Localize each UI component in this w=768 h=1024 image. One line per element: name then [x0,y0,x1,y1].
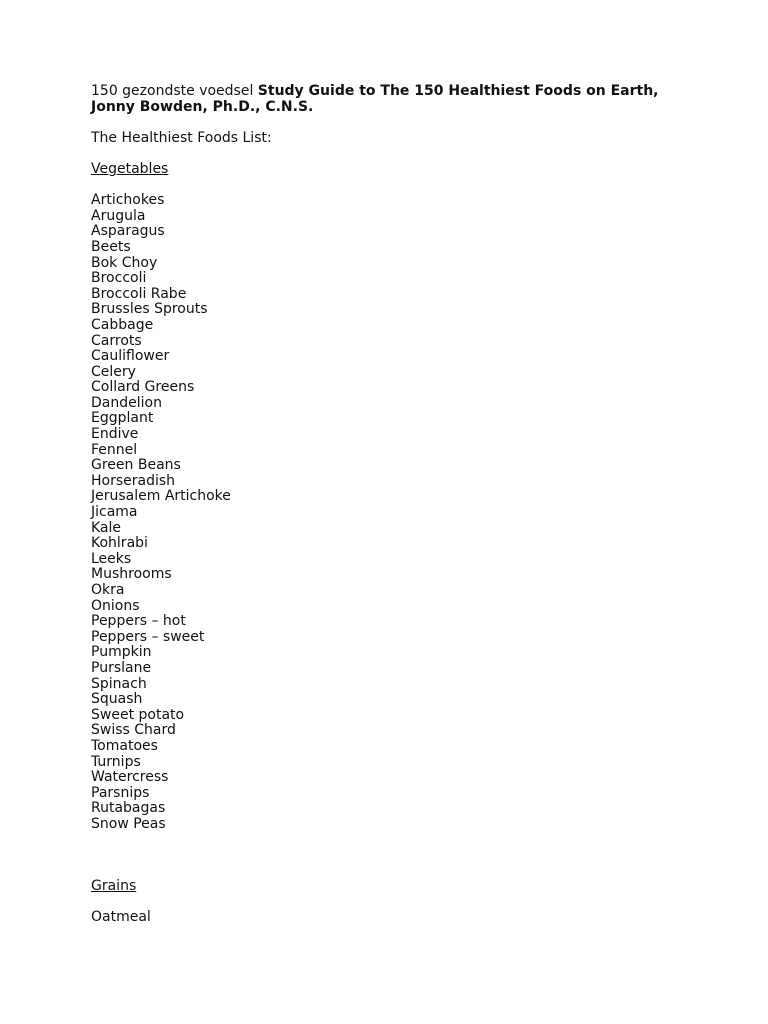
list-item: Snow Peas [91,815,166,832]
list-item: Jicama [91,504,138,521]
list-item: Broccoli Rabe [91,285,187,302]
list-item: Carrots [91,332,142,349]
list-item: Turnips [91,753,141,770]
list-item: Cabbage [91,316,154,333]
list-item: Bok Choy [91,254,158,271]
vegetables-list [91,193,691,832]
list-item: Horseradish [91,472,176,489]
list-item: Okra [91,582,125,598]
list-item: Mushrooms [91,566,172,583]
list-item: Purslane [91,659,152,676]
list-item: Eggplant [91,410,154,427]
list-item: Parsnips [91,784,150,801]
list-item: Swiss Chard [91,722,176,739]
list-item: Endive [91,426,139,443]
list-item: Celery [91,363,136,380]
spacer [91,864,691,880]
spacer [91,833,691,849]
list-item: Watercress [91,769,169,786]
spacer [91,178,691,194]
list-item: Fennel [91,441,138,458]
intro-text: The Healthiest Foods List: [91,129,272,146]
list-item: Squash [91,691,143,708]
list-item: Dandelion [91,394,162,411]
list-item: Spinach [91,675,147,692]
list-item: Green Beans [91,457,181,474]
list-item: Jerusalem Artichoke [91,488,231,505]
list-item: Asparagus [91,223,165,240]
list-item: Sweet potato [91,706,185,723]
list-item: Kale [91,519,122,536]
list-item: Cauliflower [91,348,170,365]
title-prefix: 150 gezondste voedsel [91,83,254,99]
list-item: Rutabagas [91,800,166,817]
list-item: Kohlrabi [91,535,148,552]
vegetables-heading: Vegetables [91,160,169,177]
list-item: Collard Greens [91,379,195,396]
spacer [91,146,691,162]
document-page [91,84,691,926]
list-item: Tomatoes [91,737,158,754]
list-item: Leeks [91,550,132,567]
list-item: Oatmeal [91,909,151,926]
list-item: Beets [91,238,131,255]
list-item: Peppers – sweet [91,628,205,645]
list-item: Broccoli [91,270,147,287]
document-title [91,84,691,115]
list-item: Arugula [91,207,146,224]
spacer [91,895,691,911]
list-item: Artichokes [91,192,165,209]
list-item: Pumpkin [91,644,152,661]
list-item: Onions [91,597,140,614]
list-item: Brussles Sprouts [91,301,208,318]
title-bold: Study Guide to The 150 Healthiest Foods on Earth, Jonny Bowden, Ph.D., C.N.S. [91,83,659,115]
spacer [91,115,691,131]
list-item: Peppers – hot [91,613,186,630]
grains-heading: Grains [91,878,137,895]
grains-list [91,910,691,926]
spacer [91,848,691,864]
